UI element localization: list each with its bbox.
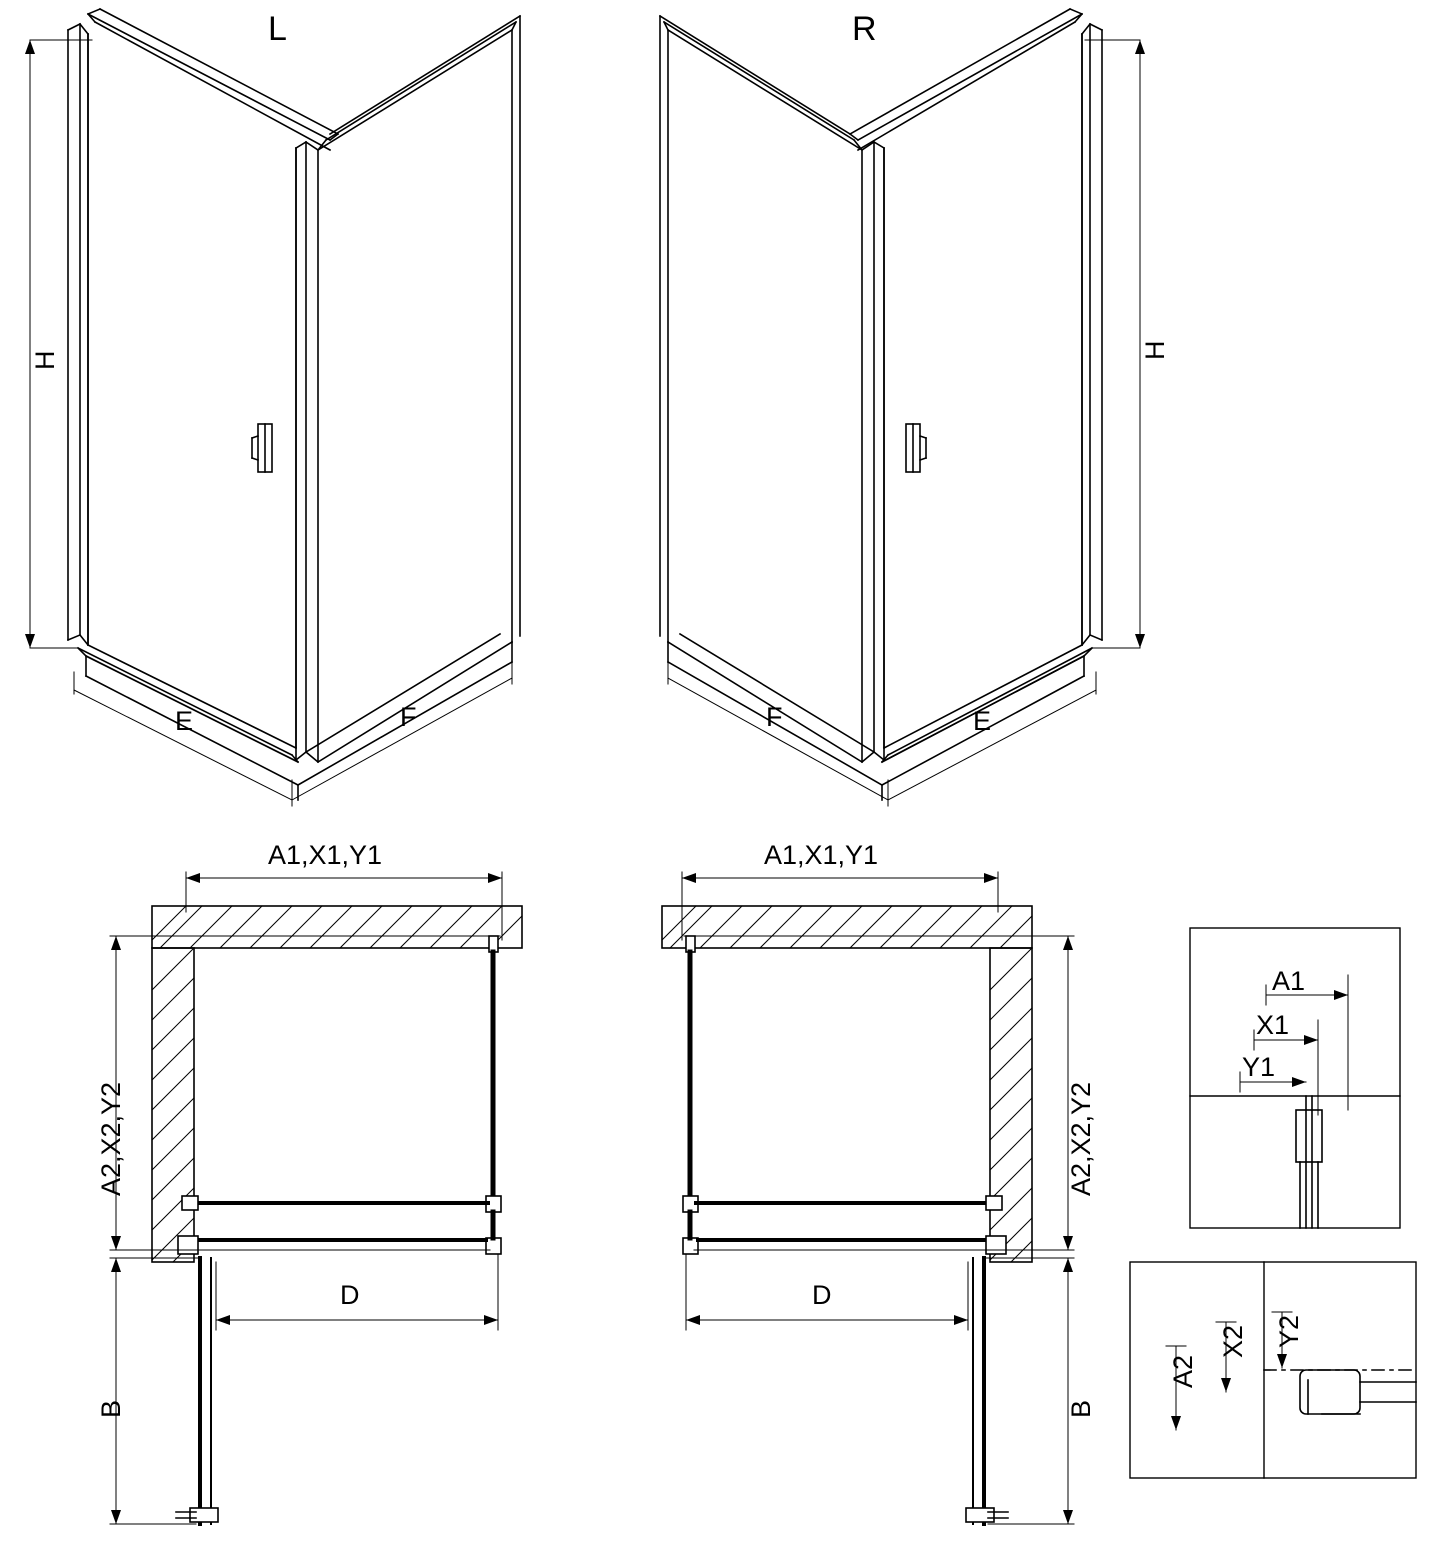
detail-label-y2: Y2 — [1274, 1314, 1304, 1348]
detail-label-x2: X2 — [1218, 1324, 1248, 1358]
dim-label-d-left: D — [340, 1280, 360, 1310]
dim-label-b-left: B — [96, 1399, 126, 1418]
dim-label-e-right: E — [973, 706, 992, 736]
dim-label-h-right: H — [1140, 340, 1170, 360]
detail-label-a1: A1 — [1272, 966, 1306, 996]
dim-label-h-left: H — [30, 350, 60, 370]
dim-label-a2x2y2-left: A2,X2,Y2 — [96, 1081, 126, 1196]
dim-label-e-left: E — [175, 706, 194, 736]
detail-label-y1: Y1 — [1242, 1052, 1276, 1082]
detail-label-a2: A2 — [1168, 1354, 1198, 1388]
dim-label-a1x1y1-left: A1,X1,Y1 — [268, 840, 383, 870]
detail-label-x1: X1 — [1256, 1010, 1290, 1040]
dim-label-a2x2y2-right: A2,X2,Y2 — [1066, 1081, 1096, 1196]
label-left-variant: L — [268, 10, 287, 48]
dim-label-f-left: F — [400, 702, 417, 732]
dim-label-f-right: F — [766, 702, 783, 732]
dim-label-a1x1y1-right: A1,X1,Y1 — [764, 840, 879, 870]
dim-label-d-right: D — [812, 1280, 832, 1310]
dim-label-b-right: B — [1066, 1399, 1096, 1418]
label-right-variant: R — [852, 10, 877, 48]
